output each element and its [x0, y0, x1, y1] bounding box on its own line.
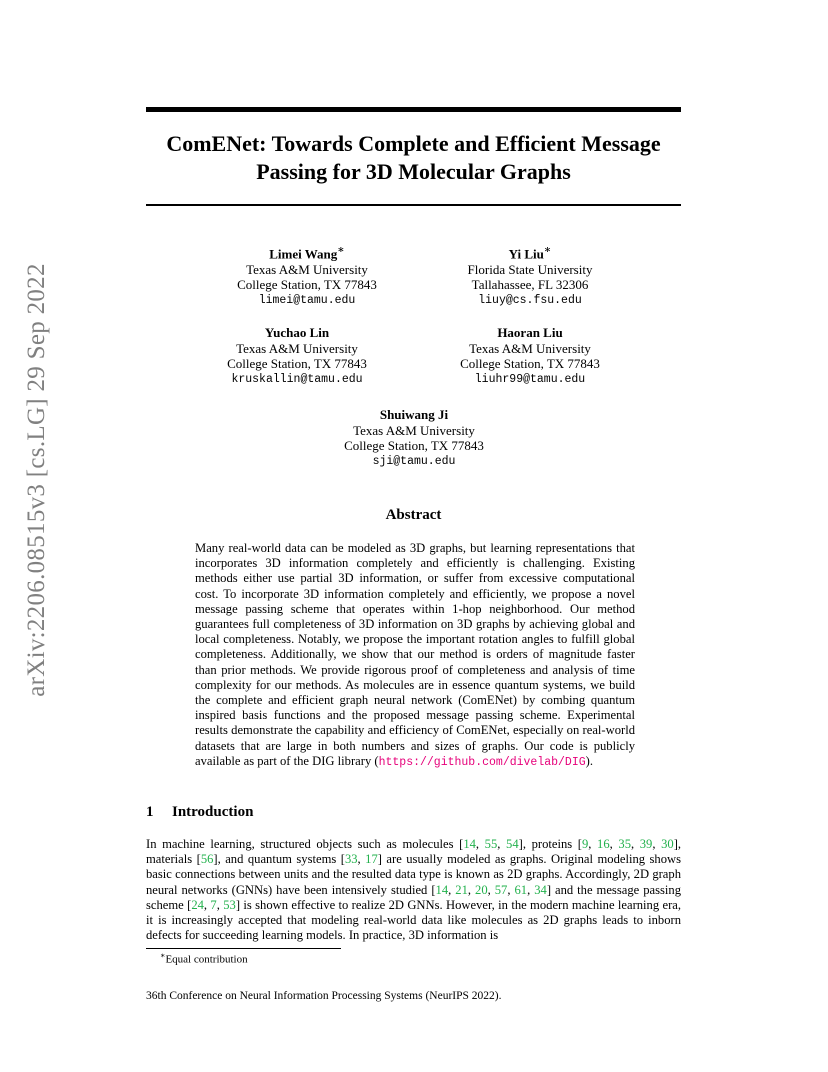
citation-link[interactable]: 34 [534, 882, 547, 897]
citation-link[interactable]: 20 [475, 882, 488, 897]
section-heading [146, 804, 253, 821]
intro-text: , [216, 897, 224, 912]
title-bottom-rule [146, 204, 681, 206]
title-line-1: ComENet: Towards Complete and Efficient Message [166, 131, 661, 156]
intro-text: , [487, 882, 495, 897]
citation-link[interactable]: 55 [484, 837, 498, 851]
author-affiliation: Florida State University [467, 261, 593, 277]
author-affiliation: Texas A&M University [246, 261, 368, 277]
author-affiliation: Texas A&M University [469, 340, 591, 356]
intro-text: ], materials [ [146, 837, 682, 867]
citation-link[interactable]: 33 [344, 852, 358, 867]
author-address: College Station, TX 77843 [237, 277, 377, 293]
author-block [187, 325, 407, 387]
title-top-rule [146, 107, 681, 112]
author-name: Yuchao Lin [264, 325, 330, 340]
intro-text: , [475, 837, 485, 851]
author-name: Yi Liu [508, 246, 544, 262]
author-block [420, 325, 640, 387]
citation-link[interactable]: 9 [581, 837, 589, 851]
citation-link[interactable]: 54 [506, 837, 519, 851]
intro-text: , [467, 882, 476, 897]
citation-link[interactable]: 21 [455, 882, 468, 897]
author-email: sji@tamu.edu [372, 454, 456, 468]
intro-text: , [588, 837, 598, 851]
intro-text: In machine learning, structured objects such as molecules [ [146, 837, 464, 851]
citation-link[interactable]: 17 [365, 852, 378, 867]
footnote-text: Equal contribution [165, 953, 248, 966]
intro-text: , [357, 852, 366, 867]
author-email: liuhr99@tamu.edu [474, 372, 586, 386]
section-number: 1 [146, 804, 154, 820]
author-name: Haoran Liu [497, 325, 563, 340]
author-block [304, 407, 524, 469]
intro-text: , [497, 837, 507, 851]
author-email: liuy@cs.fsu.edu [478, 293, 582, 307]
author-address: College Station, TX 77843 [344, 438, 484, 453]
intro-text: , [652, 837, 662, 851]
author-name: Shuiwang Ji [379, 407, 449, 422]
intro-text: , [609, 837, 619, 851]
intro-text: , [507, 882, 515, 897]
footnote-mark: ∗ [160, 951, 166, 960]
intro-text: ], and quantum systems [ [213, 852, 345, 867]
conference-footer: 36th Conference on Neural Information Processing Systems (NeurIPS 2022). [146, 990, 502, 1002]
citation-link[interactable]: 14 [463, 837, 476, 851]
author-affiliation: Texas A&M University [236, 340, 358, 356]
intro-text: ] is shown effective to realize 2D GNNs. However, in the modern machine learning era, it is increasingly accepted that modeling real-world data like molecules as 2D graphs leads to inborn defects for succeeding learning models. In practice, 3D information is [146, 897, 682, 943]
intro-text: , [527, 882, 535, 897]
code-repository-link[interactable]: https://github.com/divelab/DIG [378, 755, 586, 769]
equal-contribution-mark: ∗ [543, 244, 552, 256]
citation-link[interactable]: 39 [639, 837, 653, 851]
title-line-2: Passing for 3D Molecular Graphs [256, 159, 571, 184]
abstract-heading: Abstract [385, 507, 442, 523]
citation-link[interactable]: 57 [494, 882, 508, 897]
abstract-end: ). [585, 753, 593, 768]
intro-text: , [203, 897, 211, 912]
abstract-text: Many real-world data can be modeled as 3D graphs, but learning representations that incorporates 3D information completely and efficiently is challenging. Existing methods either use partial 3D information, or suffer from excessive computational cost. To incorporate 3D information completely and efficiently, we propose a novel message passing scheme that operates within 1-hop neighborhood. Our method guarantees full completeness of 3D information on 3D graphs by achieving global and local completeness. Notably, we propose the important rotation angles to fulfill global completeness. Additionally, we show that our method is orders of magnitude faster than prior methods. We provide rigorous proof of completeness and analysis of time complexity for our methods. As molecules are in essence quantum systems, we build the complete and efficient graph neural network (ComENet) by combing quantum inspired basis functions and the proposed message passing scheme. Experimental results demonstrate the capability and efficiency of ComENet, especially on real-world datasets that are large in both numbers and sizes of graphs. Our code is publicly available as part of the DIG library ( [195, 541, 635, 768]
section-title: Introduction [172, 804, 254, 820]
citation-link[interactable]: 24 [191, 897, 204, 912]
citation-link[interactable]: 7 [210, 897, 217, 912]
author-email: limei@tamu.edu [258, 293, 356, 307]
intro-text: ] and the message passing scheme [ [146, 882, 681, 912]
intro-text: , [448, 882, 456, 897]
footnote [160, 951, 248, 966]
intro-text: ] are usually modeled as graphs. Original modeling shows basic connections between units and the resulted data type is known as 2D graphs. Accordingly, 2D graph neural networks (GNNs) have been intensively studied [ [146, 852, 682, 897]
author-block [197, 243, 417, 308]
paper-title [146, 130, 681, 186]
citation-link[interactable]: 56 [200, 852, 214, 867]
intro-text: , [630, 837, 640, 851]
citation-link[interactable]: 16 [597, 837, 610, 851]
author-address: College Station, TX 77843 [460, 356, 600, 371]
equal-contribution-mark: ∗ [337, 244, 345, 256]
citation-link[interactable]: 53 [223, 897, 236, 912]
footnote-rule [146, 948, 341, 949]
author-address: Tallahassee, FL 32306 [471, 277, 589, 293]
author-affiliation: Texas A&M University [353, 422, 475, 438]
citation-link[interactable]: 35 [618, 837, 631, 851]
citation-link[interactable]: 14 [435, 882, 449, 897]
author-address: College Station, TX 77843 [227, 356, 367, 371]
arxiv-stamp-text: arXiv:2206.08515v3 [cs.LG] 29 Sep 2022 [23, 263, 50, 697]
author-block [420, 243, 640, 308]
abstract-body [195, 541, 635, 770]
introduction-paragraph [146, 837, 681, 943]
intro-text: ], proteins [ [518, 837, 582, 851]
citation-link[interactable]: 61 [514, 882, 528, 897]
citation-link[interactable]: 30 [661, 837, 674, 851]
author-email: kruskallin@tamu.edu [231, 372, 363, 386]
author-name: Limei Wang [269, 246, 338, 262]
